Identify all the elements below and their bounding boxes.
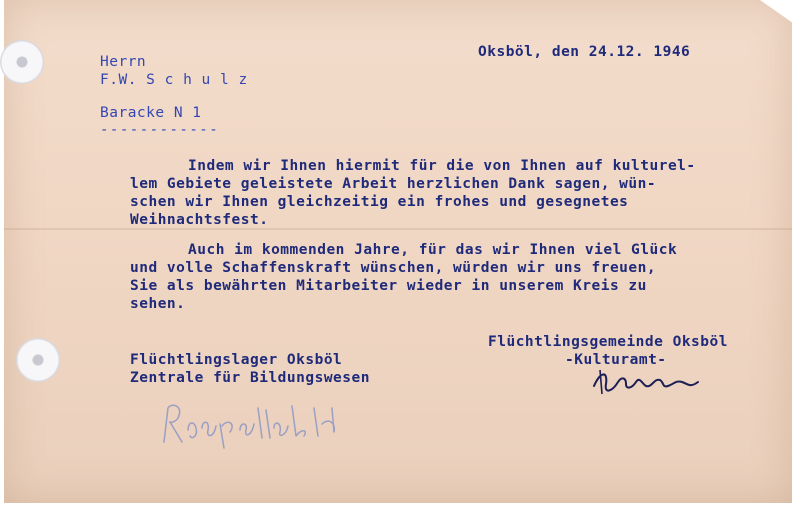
sender-right-line1: Flüchtlingsgemeinde Oksböl xyxy=(488,334,728,350)
punch-hole-top xyxy=(0,40,44,84)
punch-hole-bottom xyxy=(16,338,60,382)
sender-left-line2: Zentrale für Bildungswesen xyxy=(130,370,370,386)
address-barrack: Baracke N 1 xyxy=(100,105,202,121)
paragraph-line: sehen. xyxy=(130,296,186,312)
paragraph-line: Indem wir Ihnen hiermit für die von Ihnen auf kulturel- xyxy=(188,158,696,174)
paragraph-line: Weihnachtsfest. xyxy=(130,212,269,228)
paragraph-line: Auch im kommenden Jahre, für das wir Ihnen viel Glück xyxy=(188,242,678,258)
sender-right-line2: -Kulturamt- xyxy=(565,352,667,368)
address-underline: ------------ xyxy=(100,122,220,138)
signature-scribble xyxy=(590,364,710,398)
paragraph-line: und volle Schaffenskraft wünschen, würden wir uns freuen, xyxy=(130,260,657,276)
paragraph-line: Sie als bewährten Mitarbeiter wieder in unserem Kreis zu xyxy=(130,278,647,294)
paragraph-line: lem Gebiete geleistete Arbeit herzlichen Dank sagen, wün- xyxy=(130,176,657,192)
sender-left-line1: Flüchtlingslager Oksböl xyxy=(130,352,343,368)
address-name: F.W. S c h u l z xyxy=(100,72,248,88)
handwritten-pencil-note xyxy=(158,400,368,450)
date-line: Oksböl, den 24.12. 1946 xyxy=(478,44,691,60)
paragraph-line: schen wir Ihnen gleichzeitig ein frohes und gesegnetes xyxy=(130,194,629,210)
address-salutation: Herrn xyxy=(100,54,147,70)
paper-fold xyxy=(4,228,792,230)
